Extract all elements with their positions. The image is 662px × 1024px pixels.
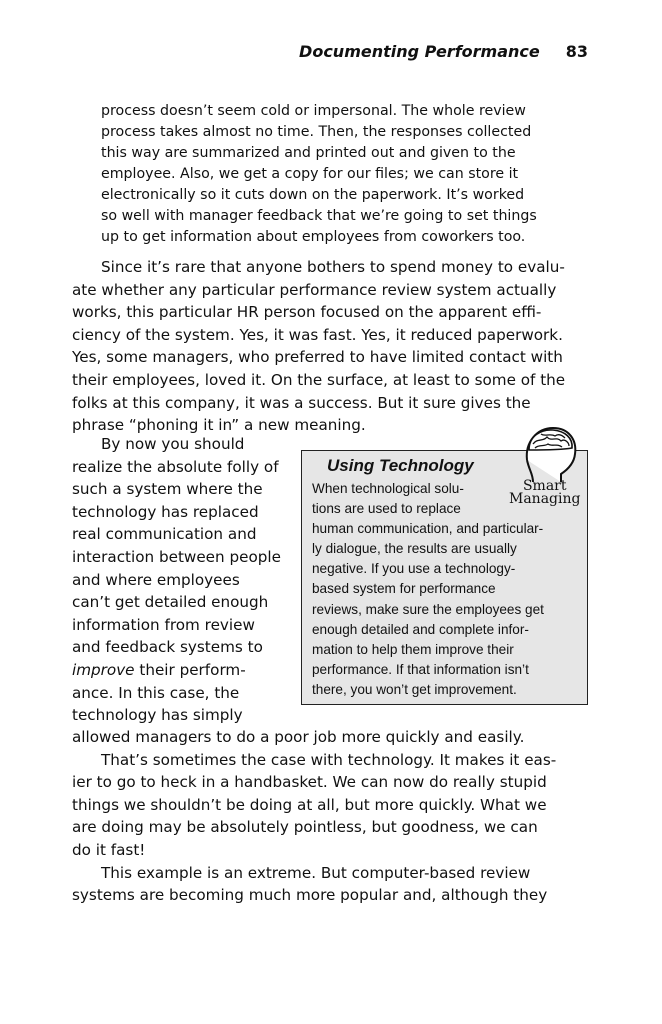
- running-header: [299, 42, 588, 61]
- paragraph-line: ier to go to heck in a handbasket. We can now do really stupid: [72, 773, 547, 792]
- paragraph-line: and where employees: [72, 570, 240, 589]
- paragraph-line: are doing may be absolutely pointless, but goodness, we can: [72, 818, 538, 837]
- paragraph-line: technology has replaced: [72, 502, 259, 521]
- badge-line-smart: Smart: [522, 478, 567, 494]
- paragraph-line: such a system where the: [72, 480, 263, 499]
- paragraph-line: real communication and: [72, 525, 257, 544]
- paragraph-1: [72, 256, 592, 437]
- paragraph-line: things we shouldn’t be doing at all, but more quickly. What we: [72, 795, 547, 814]
- paragraph-line: their employees, loved it. On the surface, at least to some of the: [72, 370, 566, 389]
- line-remainder: their perform-: [134, 660, 246, 679]
- paragraph-line: realize the absolute folly of: [72, 457, 279, 476]
- paragraph-line: folks at this company, it was a success. But it sure gives the: [72, 393, 531, 412]
- sidebar-line: based system for performance: [312, 581, 496, 597]
- sidebar-line: mation to help them improve their: [312, 641, 514, 657]
- paragraph-line: interaction between people: [72, 547, 281, 566]
- sidebar-line: ly dialogue, the results are usually: [312, 541, 517, 557]
- paragraph-line: [72, 659, 302, 682]
- paragraph-3-and-4: [72, 726, 592, 907]
- quote-line: process takes almost no time. Then, the responses collected: [101, 124, 532, 140]
- quote-line: so well with manager feedback that we’re going to set things: [101, 208, 537, 224]
- paragraph-line: phrase “phoning it in” a new meaning.: [72, 416, 366, 435]
- smart-managing-badge: [509, 480, 580, 506]
- sidebar-line: enough detailed and complete infor-: [312, 621, 529, 637]
- sidebar-line: When technological solu-: [312, 481, 464, 496]
- paragraph-line: can’t get detailed enough: [72, 593, 269, 612]
- paragraph-line: works, this particular HR person focused on the apparent effi-: [72, 303, 542, 322]
- paragraph-2: [72, 433, 302, 727]
- paragraph-line: ciency of the system. Yes, it was fast. Yes, it reduced paperwork.: [72, 325, 563, 344]
- paragraph-line: Yes, some managers, who preferred to have limited contact with: [72, 348, 563, 367]
- paragraph-line: This example is an extreme. But computer-based review: [101, 863, 531, 882]
- paragraph-line: Since it’s rare that anyone bothers to spend money to evalu-: [101, 258, 565, 276]
- quote-line: up to get information about employees from coworkers too.: [101, 229, 526, 245]
- sidebar-title: Using Technology: [327, 456, 474, 475]
- quote-line: this way are summarized and printed out and given to the: [101, 145, 516, 161]
- paragraph-line: ance. In this case, the: [72, 683, 240, 702]
- paragraph-line: allowed managers to do a poor job more quickly and easily.: [72, 728, 525, 746]
- quote-line: electronically so it cuts down on the paperwork. It’s worked: [101, 187, 525, 203]
- page-number: 83: [565, 42, 588, 61]
- emphasis-improve: improve: [72, 660, 135, 679]
- paragraph-line: and feedback systems to: [72, 638, 263, 657]
- sidebar-line: tions are used to replace: [312, 501, 461, 517]
- paragraph-line: By now you should: [101, 435, 245, 453]
- sidebar-line: there, you won’t get improvement.: [312, 681, 517, 697]
- quote-line: process doesn’t seem cold or impersonal. The whole review: [101, 103, 526, 119]
- quote-block: [101, 101, 571, 248]
- paragraph-line: do it fast!: [72, 840, 146, 859]
- quote-line: employee. Also, we get a copy for our files; we can store it: [101, 166, 519, 182]
- sidebar-line: negative. If you use a technology-: [312, 561, 516, 577]
- sidebar-line: human communication, and particular-: [312, 521, 544, 537]
- badge-line-managing: Managing: [509, 491, 581, 507]
- sidebar-line: performance. If that information isn’t: [312, 661, 529, 677]
- paragraph-line: information from review: [72, 615, 255, 634]
- paragraph-line: technology has simply: [72, 706, 243, 725]
- paragraph-line: That’s sometimes the case with technology. It makes it eas-: [101, 750, 557, 769]
- paragraph-line: ate whether any particular performance review system actually: [72, 280, 557, 299]
- sidebar-line: reviews, make sure the employees get: [312, 601, 544, 617]
- brain-head-icon: [517, 420, 581, 484]
- sidebar-text: [312, 479, 582, 700]
- paragraph-line: systems are becoming much more popular and, although they: [72, 886, 548, 905]
- header-title: Documenting Performance: [299, 42, 540, 61]
